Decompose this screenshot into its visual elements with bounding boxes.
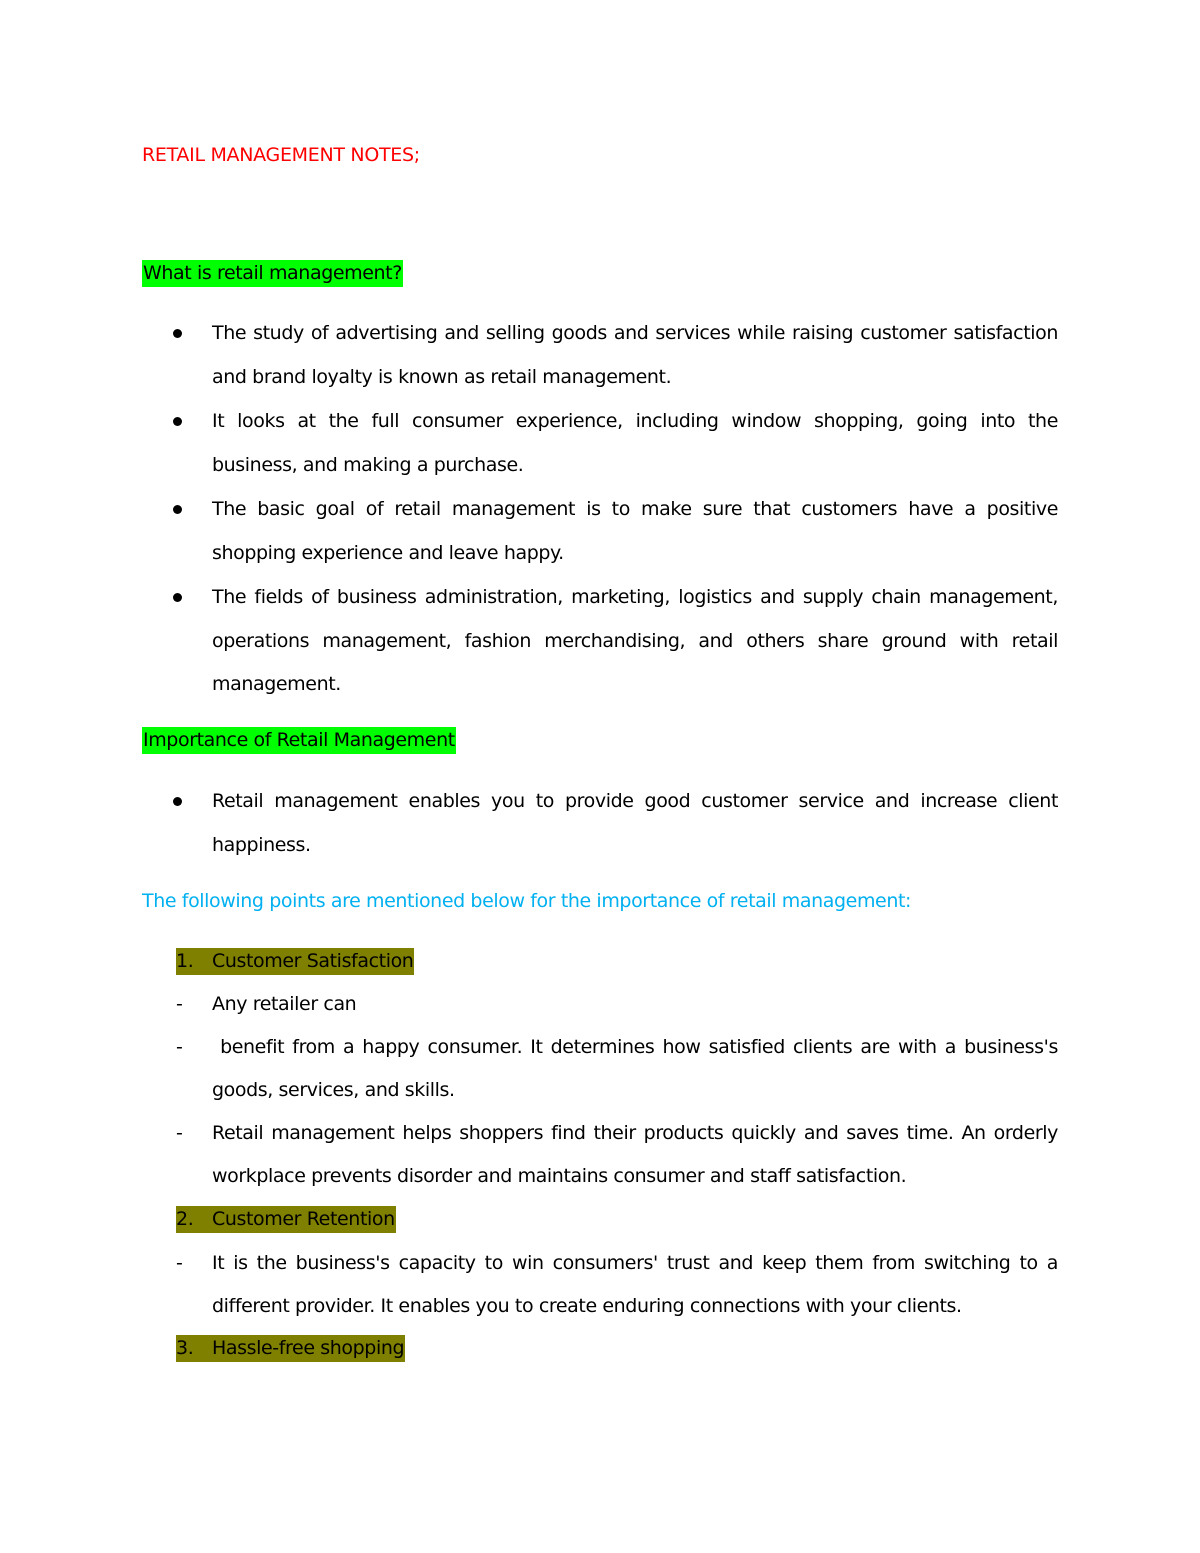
dash-icon: - bbox=[176, 1036, 183, 1058]
importance-intro-line: The following points are mentioned below for the importance of retail management: bbox=[142, 890, 912, 912]
bullet-icon bbox=[173, 797, 182, 806]
list-item: The study of advertising and selling goods and services while raising customer satisfaction and brand loyalty is known as retail management. bbox=[172, 312, 1058, 399]
bullet-icon bbox=[173, 505, 182, 514]
dash-icon: - bbox=[176, 993, 183, 1015]
list-item: It looks at the full consumer experience, including window shopping, going into the business, and making a purchase. bbox=[172, 400, 1058, 487]
list-item: - benefit from a happy consumer. It determines how satisfied clients are with a business's goods, services, and skills. bbox=[176, 1026, 1058, 1112]
bullet-icon bbox=[173, 593, 182, 602]
list-item: - Retail management helps shoppers find their products quickly and saves time. An orderly workplace prevents disorder and maintains consumer and staff satisfaction. bbox=[176, 1112, 1058, 1198]
customer-satisfaction-dash-list bbox=[176, 983, 1064, 1198]
point-heading-customer-satisfaction: 1. Customer Satisfaction bbox=[176, 950, 414, 972]
section-heading-importance bbox=[142, 729, 456, 751]
list-item: Retail management enables you to provide good customer service and increase client happiness. bbox=[172, 780, 1058, 867]
point-heading-customer-retention: 2. Customer Retention bbox=[176, 1208, 396, 1230]
section-heading-importance-text: Importance of Retail Management bbox=[142, 727, 456, 754]
list-item: - It is the business's capacity to win consumers' trust and keep them from switching to a different provider. It enables you to create enduring connections with your clients. bbox=[176, 1242, 1058, 1328]
point-heading-hassle-free-shopping: 3. Hassle-free shopping bbox=[176, 1337, 405, 1359]
list-item: - Any retailer can bbox=[176, 983, 1058, 1026]
dash-icon: - bbox=[176, 1252, 183, 1274]
bullet-icon bbox=[173, 329, 182, 338]
customer-retention-dash-list bbox=[176, 1242, 1058, 1328]
page-title: RETAIL MANAGEMENT NOTES; bbox=[142, 144, 420, 166]
importance-bullet-list bbox=[172, 780, 1058, 868]
bullet-icon bbox=[173, 417, 182, 426]
definition-bullet-list bbox=[172, 312, 1058, 708]
list-item: The basic goal of retail management is to make sure that customers have a positive shopping experience and leave happy. bbox=[172, 488, 1058, 575]
list-item: The fields of business administration, marketing, logistics and supply chain management, operations management, fashion merchandising, and others share ground with retail management. bbox=[172, 576, 1058, 707]
section-heading-what-is bbox=[142, 262, 403, 284]
dash-icon: - bbox=[176, 1122, 183, 1144]
section-heading-what-is-text: What is retail management? bbox=[142, 260, 403, 287]
